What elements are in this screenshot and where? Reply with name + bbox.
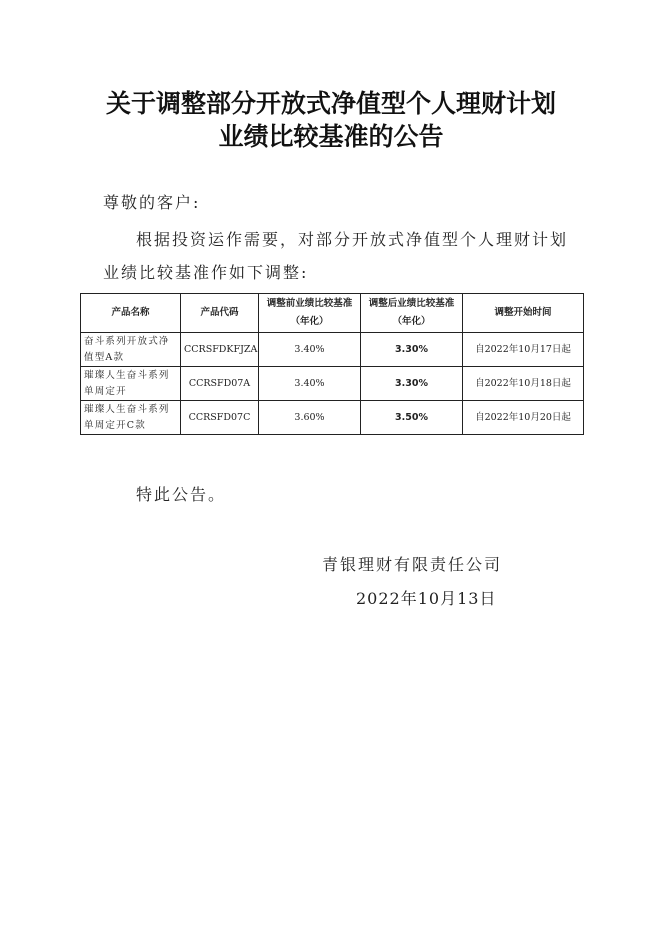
header-after-rate: 调整后业绩比较基准（年化） bbox=[361, 294, 463, 333]
cell-after-rate: 3.50% bbox=[361, 401, 463, 435]
cell-product-code: CCRSFD07C bbox=[181, 401, 259, 435]
header-product-code: 产品代码 bbox=[181, 294, 259, 333]
cell-before-rate: 3.40% bbox=[259, 333, 361, 367]
body-line-2: 业绩比较基准作如下调整: bbox=[103, 263, 309, 282]
body-line-1: 根据投资运作需要，对部分开放式净值型个人理财计划 bbox=[136, 230, 569, 249]
cell-product-name: 奋斗系列开放式净值型A款 bbox=[81, 333, 181, 367]
table-row bbox=[81, 401, 584, 435]
title-line-2: 业绩比较基准的公告 bbox=[218, 122, 444, 151]
issuer-company: 青银理财有限责任公司 bbox=[322, 555, 503, 574]
cell-product-name: 璀璨人生奋斗系列单周定开C款 bbox=[81, 401, 181, 435]
cell-product-code: CCRSFDKFJZA bbox=[181, 333, 259, 367]
cell-product-name: 璀璨人生奋斗系列单周定开 bbox=[81, 367, 181, 401]
cell-product-code: CCRSFD07A bbox=[181, 367, 259, 401]
header-product-name: 产品名称 bbox=[81, 294, 181, 333]
benchmark-adjustment-table bbox=[80, 293, 584, 435]
cell-start-time: 自2022年10月17日起 bbox=[463, 333, 584, 367]
table-row bbox=[81, 367, 584, 401]
issue-date: 2022年10月13日 bbox=[356, 589, 497, 608]
greeting: 尊敬的客户: bbox=[103, 193, 201, 212]
table-header-row bbox=[81, 294, 584, 333]
cell-before-rate: 3.60% bbox=[259, 401, 361, 435]
header-before-rate: 调整前业绩比较基准（年化） bbox=[259, 294, 361, 333]
cell-start-time: 自2022年10月18日起 bbox=[463, 367, 584, 401]
cell-start-time: 自2022年10月20日起 bbox=[463, 401, 584, 435]
cell-after-rate: 3.30% bbox=[361, 367, 463, 401]
cell-before-rate: 3.40% bbox=[259, 367, 361, 401]
header-start-time: 调整开始时间 bbox=[463, 294, 584, 333]
title-line-1: 关于调整部分开放式净值型个人理财计划 bbox=[105, 89, 556, 118]
closing-notice: 特此公告。 bbox=[136, 485, 227, 504]
table-row bbox=[81, 333, 584, 367]
cell-after-rate: 3.30% bbox=[361, 333, 463, 367]
